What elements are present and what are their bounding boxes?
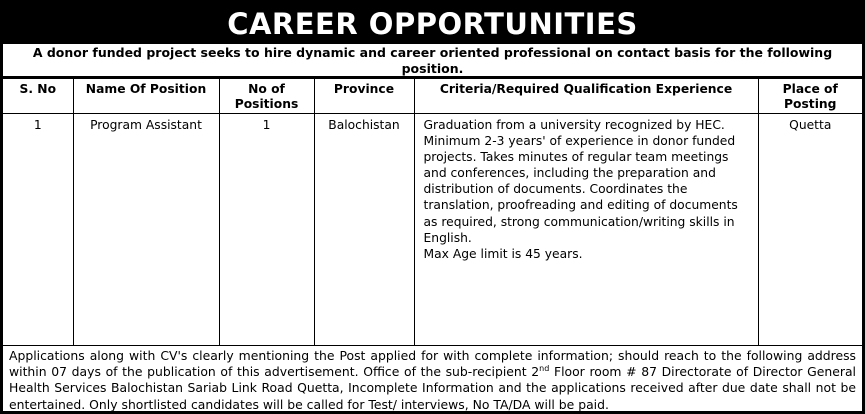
cell-sno: 1 — [3, 114, 73, 346]
instructions-text-part2: Floor room # 87 Directorate of Director General Health Services Balochistan Sariab Link Road Quetta, Incomplete Information and the applications received after due date shall not be entertained. Only shortlisted candidates will be called for Test/ interviews, No TA/DA will be paid. — [9, 364, 856, 412]
column-header-position: Name Of Position — [73, 79, 219, 114]
ordinal-suffix: nd — [539, 364, 550, 374]
cell-count: 1 — [219, 114, 314, 346]
cell-criteria — [414, 114, 758, 346]
intro-text: A donor funded project seeks to hire dynamic and career oriented professional on contact basis for the following position. — [3, 44, 862, 78]
age-limit: Max Age limit is 45 years. — [423, 246, 583, 261]
column-header-province: Province — [314, 79, 414, 114]
instructions-text-part1: Applications along with CV's clearly mentioning the Post applied for with complete information; should reach to the following address within 07 days of the publication of this advertisement. Office of the sub-recipient 2 — [9, 348, 856, 380]
cell-position: Program Assistant — [73, 114, 219, 346]
table-header-row — [3, 79, 862, 114]
column-header-posting: Place of Posting — [758, 79, 862, 114]
column-header-criteria: Criteria/Required Qualification Experience — [414, 79, 758, 114]
column-header-sno: S. No — [3, 79, 73, 114]
page-title: CAREER OPPORTUNITIES — [3, 3, 862, 44]
cell-province: Balochistan — [314, 114, 414, 346]
table-row — [3, 114, 862, 346]
column-header-count: No of Positions — [219, 79, 314, 114]
cell-posting: Quetta — [758, 114, 862, 346]
application-instructions — [3, 345, 862, 413]
criteria-description: Graduation from a university recognized by HEC. Minimum 2-3 years' of experience in donor funded projects. Takes minutes of regular team meetings and conferences, including the preparation and distribution of documents. Coordinates the translation, proofreading and editing of documents as required, strong communication/writing skills in English. — [423, 118, 738, 245]
positions-table — [3, 78, 862, 346]
